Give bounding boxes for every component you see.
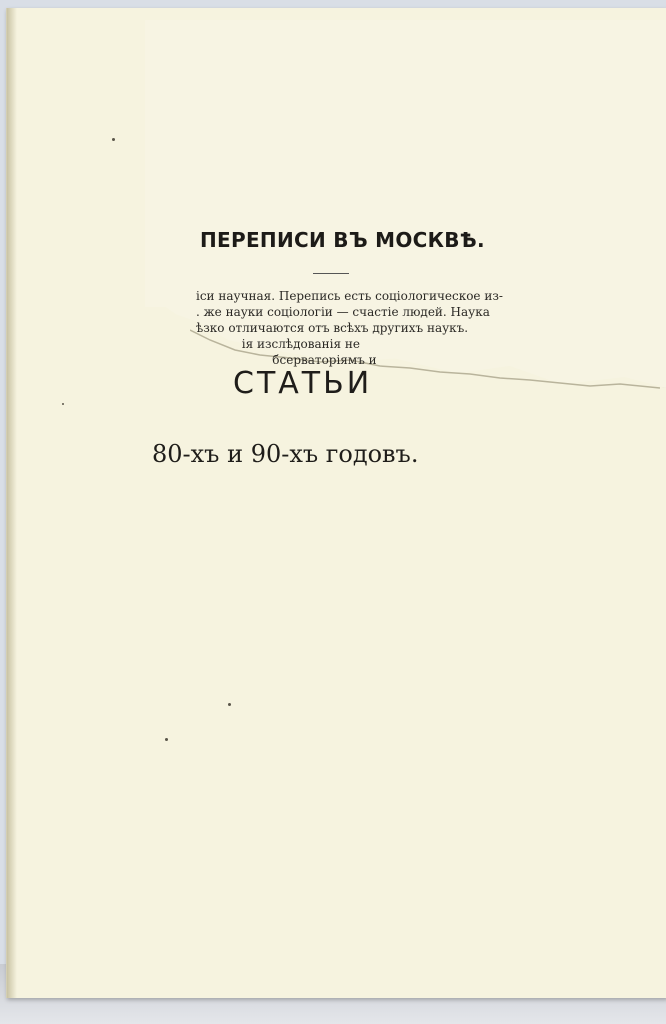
fragment-line: ѣзко отличаются отъ всѣхъ другихъ наукъ. [196, 321, 469, 335]
fragment-line: . же науки соціологіи — счастіе людей. Наука [196, 305, 490, 319]
header-rule [313, 273, 349, 274]
page-spine-shadow [7, 8, 17, 998]
paper-speck [228, 703, 231, 706]
fragment-line: бсерваторіямъ и [196, 353, 377, 367]
paper-speck [165, 738, 168, 741]
torn-text-fragment [196, 288, 596, 368]
paper-speck [112, 138, 115, 141]
document-subtitle: 80-хъ и 90-хъ годовъ. [152, 440, 419, 468]
document-title: СТАТЬИ [233, 366, 373, 401]
page-header: ПЕРЕПИСИ ВЪ МОСКВѢ. [200, 228, 485, 252]
fragment-line: іси научная. Перепись есть соціологическое из- [196, 289, 503, 303]
paper-speck [62, 403, 64, 405]
fragment-line: ія изслѣдованія не [196, 337, 360, 351]
